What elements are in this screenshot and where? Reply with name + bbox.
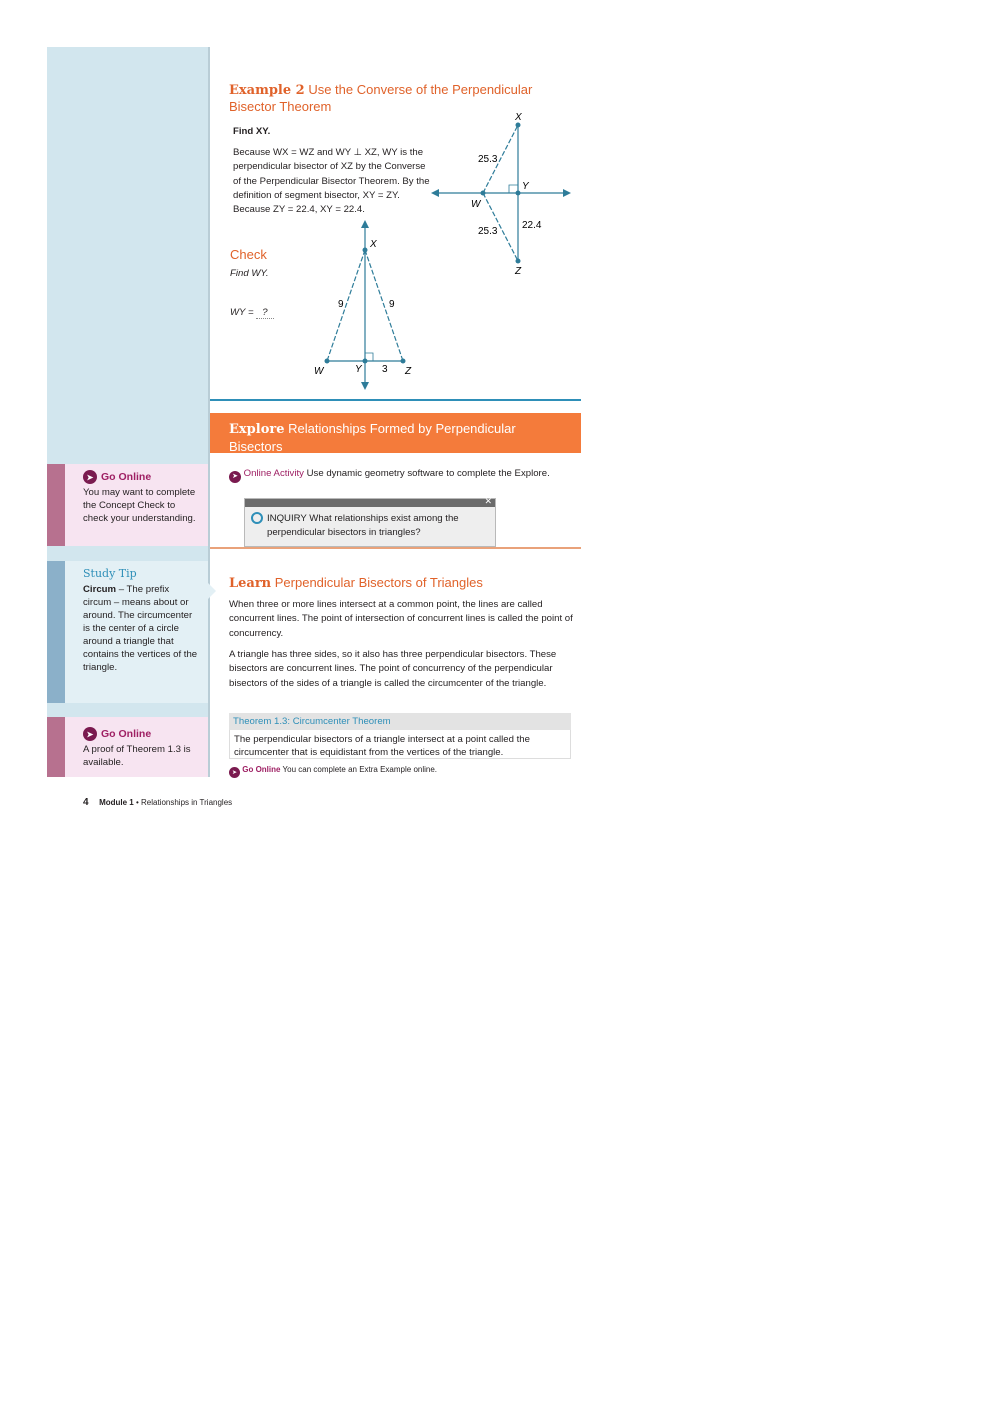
inquiry-text [267, 512, 492, 540]
go-online-callout-proof[interactable] [47, 717, 208, 777]
study-tip-callout [47, 561, 208, 703]
value-xw: 9 [338, 299, 344, 310]
online-activity-text: Use dynamic geometry software to complete the Explore. [303, 468, 550, 479]
label-x: X [370, 239, 377, 250]
figure-perpendicular-bisector [425, 105, 585, 280]
inquiry-question: What relationships exist among the perpendicular bisectors in triangles? [267, 513, 459, 538]
learn-label: Learn [229, 576, 272, 591]
example-label: Example 2 [229, 83, 305, 98]
segment-xw [327, 250, 365, 361]
extra-example-label[interactable]: Go Online [242, 765, 281, 774]
label-z: Z [405, 366, 412, 377]
online-activity[interactable] [229, 467, 559, 483]
value-wz: 25.3 [478, 226, 498, 237]
learn-heading [229, 575, 579, 591]
label-y: Y [522, 181, 529, 192]
go-online-icon: ➤ [83, 470, 97, 484]
point-x [516, 123, 521, 128]
figure-isosceles-triangle [305, 218, 430, 393]
point-y [363, 359, 368, 364]
inquiry-titlebar [245, 499, 495, 507]
callout-bar [47, 561, 65, 703]
check-title: Check [230, 247, 267, 262]
go-online-title: Go Online [101, 470, 152, 483]
arrow-right [563, 189, 571, 197]
footer-module: Module 1 [99, 798, 134, 807]
theorem-heading: Theorem 1.3: Circumcenter Theorem [229, 713, 571, 730]
study-tip-title: Study Tip [83, 567, 137, 580]
point-z [516, 259, 521, 264]
check-answer-prefix: WY = [230, 307, 257, 318]
page-footer [83, 797, 232, 808]
example-title: Use the Converse of the Perpendicular Bisector Theorem [229, 82, 533, 114]
go-online-callout-concept-check[interactable] [47, 464, 208, 546]
example-body: Because WX = WZ and WY ⊥ XZ, WY is the perpendicular bisector of XZ by the Converse of the Perpendicular Bisector Theorem. By the definition of segment bisector, XY = ZY. Because ZY = 22.4, XY = 22.4. [233, 147, 430, 216]
explore-banner [210, 413, 581, 453]
check-answer[interactable] [230, 306, 274, 320]
callout-bar [47, 464, 65, 546]
go-online-title: Go Online [101, 727, 152, 740]
label-x: X [515, 112, 522, 123]
point-w [481, 191, 486, 196]
explore-label: Explore [229, 422, 285, 437]
study-tip-definition: – The prefix circum – means about or around. The circumcenter is the center of a circle around a triangle that contains the vertices of the triangle. [83, 584, 198, 673]
point-y [516, 191, 521, 196]
go-online-text: You may want to complete the Concept Check to check your understanding. [83, 487, 196, 524]
extra-example-text: You can complete an Extra Example online. [280, 765, 438, 774]
value-wx: 25.3 [478, 154, 498, 165]
study-tip-term: Circum [83, 584, 117, 595]
callout-bar [47, 717, 65, 777]
go-online-icon: ➤ [83, 727, 97, 741]
online-activity-label[interactable]: Online Activity [243, 468, 304, 479]
check-answer-blank[interactable]: ? [256, 307, 273, 319]
theorem-body: The perpendicular bisectors of a triangle intersect at a point called the circumcenter that is equidistant from the vertices of the triangle. [229, 730, 571, 759]
go-online-icon: ➤ [229, 767, 240, 778]
learn-paragraph-2: A triangle has three sides, so it also has three perpendicular bisectors. These bisectors are concurrent lines. The point of concurrency of the perpendicular bisectors of the sides of a triangle is called the circumcenter of the triangle. [229, 649, 557, 689]
go-online-icon: ➤ [229, 471, 241, 483]
go-online-text: A proof of Theorem 1.3 is available. [83, 744, 191, 768]
label-w: W [314, 366, 324, 377]
section-divider [210, 399, 581, 401]
footer-section: • Relationships in Triangles [133, 798, 233, 807]
callout-pointer [208, 583, 216, 599]
inquiry-icon [251, 512, 263, 524]
point-z [401, 359, 406, 364]
learn-title: Perpendicular Bisectors of Triangles [271, 575, 483, 590]
check-find: Find WY. [230, 268, 269, 279]
segment-xz [365, 250, 403, 361]
value-yz: 22.4 [522, 220, 542, 231]
inquiry-box[interactable] [244, 498, 496, 547]
value-yz: 3 [382, 364, 388, 375]
arrow-down [361, 382, 369, 390]
label-z: Z [515, 266, 522, 277]
label-y: Y [355, 364, 362, 375]
inquiry-label: INQUIRY [267, 513, 307, 524]
point-x [363, 248, 368, 253]
section-divider [210, 547, 581, 549]
close-icon[interactable]: ✕ [484, 496, 492, 506]
explore-title: Relationships Formed by Perpendicular Bisectors [229, 421, 516, 454]
example-find: Find XY. [233, 126, 271, 137]
arrow-up [361, 220, 369, 228]
extra-example-link[interactable] [229, 765, 437, 778]
arrow-left [431, 189, 439, 197]
label-w: W [471, 199, 481, 210]
sidebar-divider [208, 47, 210, 777]
learn-paragraph-1: When three or more lines intersect at a common point, the lines are called concurrent lines. The point of intersection of concurrent lines is called the point of concurrency. [229, 599, 573, 639]
page-number: 4 [83, 797, 89, 808]
point-w [325, 359, 330, 364]
value-xz: 9 [389, 299, 395, 310]
study-tip-text [83, 583, 200, 674]
